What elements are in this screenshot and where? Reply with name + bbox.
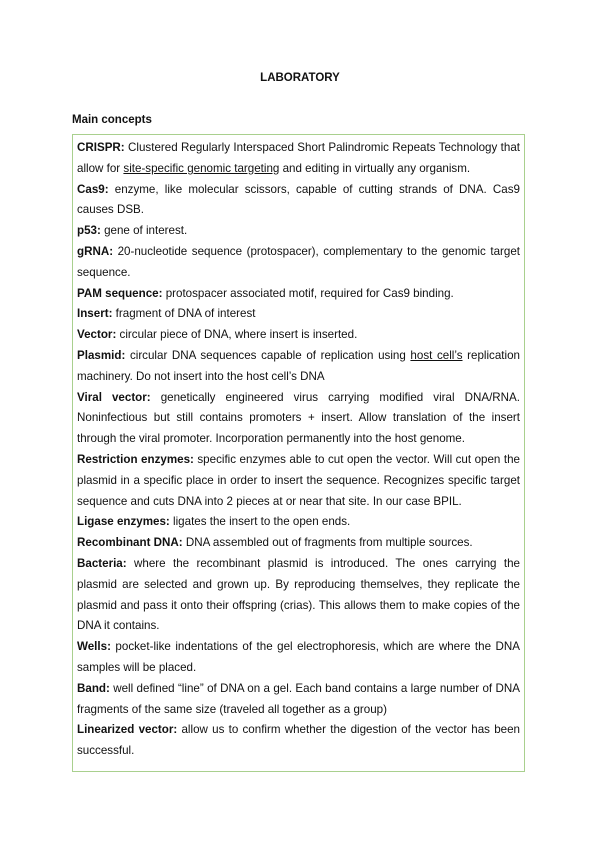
concepts-box <box>72 134 525 772</box>
concept-entry-ligase-enzymes <box>77 512 520 533</box>
concept-term: Vector: <box>77 328 117 342</box>
concept-definition: DNA assembled out of fragments from multiple sources. <box>182 536 473 550</box>
concept-term: Insert: <box>77 307 113 321</box>
concept-term: Wells: <box>77 640 111 654</box>
concept-term: Restriction enzymes: <box>77 452 194 466</box>
concept-definition: genetically engineered virus carrying modified viral DNA/RNA. Noninfectious but still contains promoters + insert. Allow translation of the insert through the viral promoter. Incorporation permanently into the host genome. <box>77 390 520 446</box>
concept-entry-plasmid <box>77 346 520 388</box>
concept-underlined-text: host cell’s <box>410 348 463 362</box>
concept-term: Plasmid: <box>77 348 126 362</box>
concept-definition: pocket-like indentations of the gel electrophoresis, which are where the DNA samples will be placed. <box>77 640 520 674</box>
concept-term: CRISPR: <box>77 141 125 154</box>
concept-definition: protospacer associated motif, required for Cas9 binding. <box>162 286 454 300</box>
concept-definition: and editing in virtually any organism. <box>279 161 471 175</box>
concept-definition: circular piece of DNA, where insert is inserted. <box>116 328 358 342</box>
concept-entry-wells <box>77 637 520 679</box>
section-heading: Main concepts <box>72 114 152 126</box>
page-title: LABORATORY <box>260 72 340 84</box>
concept-definition: 20-nucleotide sequence (protospacer), complementary to the genomic target sequence. <box>77 244 520 279</box>
concept-underlined-text: site-specific genomic targeting <box>123 161 280 175</box>
concept-definition: fragment of DNA of interest <box>112 307 256 321</box>
concept-definition: replication machinery. Do not insert into the host cell’s DNA <box>77 348 520 383</box>
concept-term: PAM sequence: <box>77 286 163 300</box>
concept-term: Recombinant DNA: <box>77 536 183 550</box>
concept-definition: ligates the insert to the open ends. <box>169 515 351 529</box>
concept-definition: well defined “line” of DNA on a gel. Each band contains a large number of DNA fragments of the same size (traveled all together as a group) <box>77 681 520 716</box>
concept-definition: enzyme, like molecular scissors, capable of cutting strands of DNA. Cas9 causes DSB. <box>77 182 520 217</box>
concept-entry-pam-sequence <box>77 284 520 305</box>
concept-term: Band: <box>77 681 110 695</box>
concept-entry-linearized-vector <box>77 720 520 762</box>
concept-term: Viral vector: <box>77 390 151 404</box>
concept-definition: where the recombinant plasmid is introduced. The ones carrying the plasmid are selected and grown up. By reproducing themselves, they replicate the plasmid and pass it onto their offspring (crias). This allows them to make copies of the DNA it contains. <box>77 556 520 633</box>
concept-term: Bacteria: <box>77 556 127 570</box>
concept-entry-grna <box>77 242 520 284</box>
concept-entry-band <box>77 679 520 721</box>
concept-entry-bacteria <box>77 554 520 637</box>
concept-term: Ligase enzymes: <box>77 515 170 529</box>
concept-definition: gene of interest. <box>100 224 188 238</box>
concept-term: gRNA: <box>77 244 114 258</box>
concept-entry-recombinant-dna <box>77 533 520 554</box>
concept-entry-crispr <box>77 138 520 180</box>
concept-definition: circular DNA sequences capable of replication using <box>125 348 411 362</box>
concept-entry-viral-vector <box>77 388 520 450</box>
concept-entry-p53 <box>77 221 520 242</box>
concept-entry-insert <box>77 304 520 325</box>
concept-entry-cas9 <box>77 180 520 222</box>
concept-term: Linearized vector: <box>77 723 178 737</box>
concept-entry-vector <box>77 325 520 346</box>
concept-term: p53: <box>77 224 101 238</box>
concept-definition: specific enzymes able to cut open the vector. Will cut open the plasmid in a specific place in order to insert the sequence. Recognizes specific target sequence and cuts DNA into 2 pieces at or near that site. In our case BPIL. <box>77 452 520 508</box>
concept-entry-restriction-enzymes <box>77 450 520 512</box>
concept-definition: Clustered Regularly Interspaced Short Palindromic Repeats Technology that allow for <box>77 141 520 175</box>
concept-definition: allow us to confirm whether the digestion of the vector has been successful. <box>77 723 520 758</box>
concept-term: Cas9: <box>77 182 109 196</box>
